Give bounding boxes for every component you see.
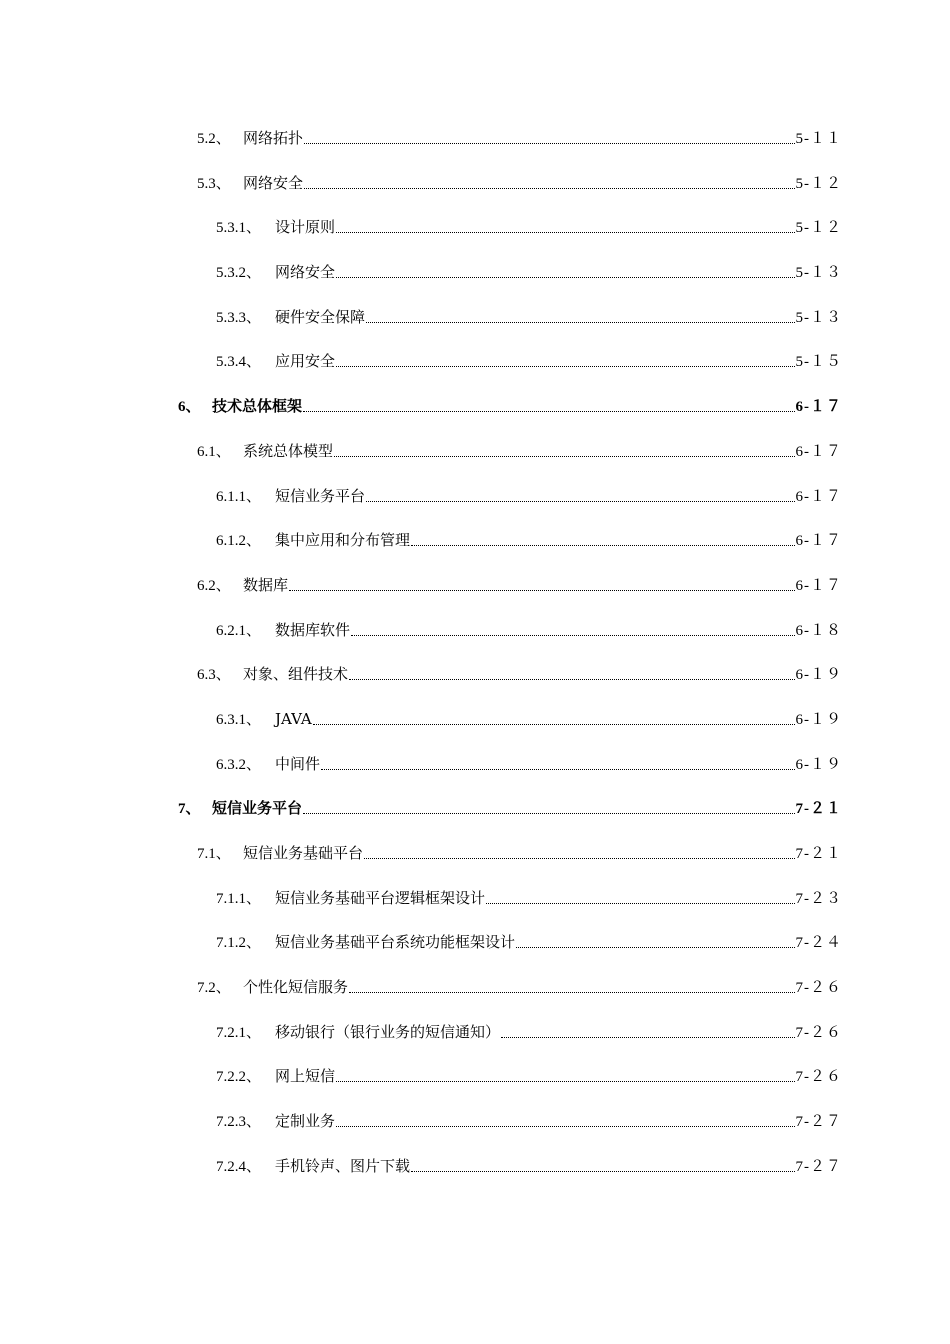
toc-entry-number: 7.2、 — [197, 980, 231, 996]
toc-entry-7-2-1[interactable] — [216, 1020, 842, 1044]
toc-entry-page: 6-１７ — [795, 533, 842, 549]
toc-entry-7-2-2[interactable] — [216, 1064, 842, 1088]
dot-leader — [336, 260, 794, 284]
toc-entry-number: 5.3、 — [197, 176, 231, 192]
toc-entry-page: 7-２１ — [795, 801, 842, 817]
toc-entry-page: 5-１５ — [795, 354, 842, 370]
toc-entry-title: 中间件 — [275, 755, 321, 773]
dot-leader — [366, 305, 794, 329]
toc-entry-page: 5-１２ — [795, 176, 842, 192]
toc-entry-page: 7-２１ — [795, 846, 842, 862]
dot-leader — [411, 528, 794, 552]
toc-entry-title: 网络拓扑 — [243, 129, 304, 147]
toc-entry-title: 数据库软件 — [275, 621, 351, 639]
dot-leader — [349, 975, 794, 999]
toc-entry-page: 6-１９ — [795, 712, 842, 728]
toc-entry-title: 手机铃声、图片下载 — [275, 1157, 411, 1175]
toc-entry-page: 6-１７ — [795, 399, 842, 415]
dot-leader — [336, 215, 794, 239]
toc-entry-number: 5.3.1、 — [216, 220, 262, 236]
toc-entry-page: 7-２４ — [795, 935, 842, 951]
toc-entry-6[interactable] — [178, 394, 842, 418]
toc-entry-title: 移动银行（银行业务的短信通知） — [275, 1023, 501, 1041]
toc-entry-number: 6.3.2、 — [216, 757, 262, 773]
toc-entry-7-2[interactable] — [197, 975, 842, 999]
toc-entry-number: 5.3.2、 — [216, 265, 262, 281]
toc-entry-page: 5-１３ — [795, 310, 842, 326]
toc-entry-title: 设计原则 — [275, 218, 336, 236]
dot-leader — [336, 1064, 794, 1088]
toc-entry-number: 6.2、 — [197, 578, 231, 594]
toc-entry-title: 网络安全 — [275, 263, 336, 281]
toc-entry-page: 7-２６ — [795, 1069, 842, 1085]
toc-entry-number: 7.1.2、 — [216, 935, 262, 951]
toc-entry-title: 短信业务平台 — [212, 799, 303, 817]
toc-entry-title: 系统总体模型 — [243, 442, 334, 460]
toc-entry-title: 网上短信 — [275, 1067, 336, 1085]
toc-entry-number: 5.3.3、 — [216, 310, 262, 326]
toc-entry-7-1-2[interactable] — [216, 930, 842, 954]
toc-entry-number: 6.3.1、 — [216, 712, 262, 728]
toc-entry-page: 6-１９ — [795, 667, 842, 683]
toc-entry-title: 硬件安全保障 — [275, 308, 366, 326]
toc-entry-title: 短信业务平台 — [275, 487, 366, 505]
toc-entry-page: 5-１２ — [795, 220, 842, 236]
toc-entry-6-1-1[interactable] — [216, 484, 842, 508]
dot-leader — [304, 171, 794, 195]
toc-entry-5-3-4[interactable] — [216, 349, 842, 373]
toc-entry-title: 短信业务基础平台逻辑框架设计 — [275, 889, 486, 907]
toc-entry-title: 对象、组件技术 — [243, 665, 349, 683]
toc-entry-page: 6-１７ — [795, 444, 842, 460]
toc-entry-number: 7.2.2、 — [216, 1069, 262, 1085]
toc-entry-title: 网络安全 — [243, 174, 304, 192]
toc-entry-5-3-2[interactable] — [216, 260, 842, 284]
toc-entry-page: 7-２６ — [795, 1025, 842, 1041]
toc-entry-6-3[interactable] — [197, 662, 842, 686]
toc-entry-page: 7-２３ — [795, 891, 842, 907]
toc-entry-number: 7.2.4、 — [216, 1159, 262, 1175]
dot-leader — [411, 1154, 794, 1178]
toc-entry-page: 6-１８ — [795, 623, 842, 639]
toc-entry-number: 7、 — [178, 801, 201, 817]
toc-entry-number: 6.1.1、 — [216, 489, 262, 505]
toc-entry-6-2[interactable] — [197, 573, 842, 597]
toc-entry-page: 7-２６ — [795, 980, 842, 996]
toc-entry-title: 短信业务基础平台 — [243, 844, 364, 862]
toc-entry-page: 6-１７ — [795, 578, 842, 594]
toc-entry-title: 数据库 — [243, 576, 289, 594]
toc-entry-number: 6.2.1、 — [216, 623, 262, 639]
toc-entry-title: 应用安全 — [275, 352, 336, 370]
toc-entry-page: 5-１１ — [795, 131, 842, 147]
toc-entry-5-3[interactable] — [197, 171, 842, 195]
dot-leader — [486, 886, 794, 910]
dot-leader — [364, 841, 794, 865]
toc-entry-6-2-1[interactable] — [216, 618, 842, 642]
dot-leader — [336, 1109, 794, 1133]
toc-entry-title: 短信业务基础平台系统功能框架设计 — [275, 933, 516, 951]
dot-leader — [313, 707, 795, 731]
dot-leader — [516, 930, 794, 954]
toc-entry-title: 定制业务 — [275, 1112, 336, 1130]
dot-leader — [501, 1020, 794, 1044]
toc-entry-page: 7-２７ — [795, 1159, 842, 1175]
dot-leader — [303, 394, 794, 418]
toc-entry-number: 7.1.1、 — [216, 891, 262, 907]
toc-entry-number: 7.2.3、 — [216, 1114, 262, 1130]
toc-entry-7-1-1[interactable] — [216, 886, 842, 910]
toc-entry-number: 6.3、 — [197, 667, 231, 683]
toc-entry-title: 个性化短信服务 — [243, 978, 349, 996]
toc-entry-number: 6.1.2、 — [216, 533, 262, 549]
toc-entry-number: 6.1、 — [197, 444, 231, 460]
dot-leader — [289, 573, 794, 597]
dot-leader — [303, 796, 794, 820]
toc-entry-6-3-1[interactable] — [216, 707, 842, 731]
toc-entry-number: 6、 — [178, 399, 201, 415]
toc-entry-6-1-2[interactable] — [216, 528, 842, 552]
toc-entry-number: 7.1、 — [197, 846, 231, 862]
toc-entry-7-2-4[interactable] — [216, 1154, 842, 1178]
toc-entry-6-3-2[interactable] — [216, 752, 842, 776]
dot-leader — [349, 662, 794, 686]
toc-entry-5-3-1[interactable] — [216, 215, 842, 239]
dot-leader — [336, 349, 794, 373]
toc-entry-page: 7-２７ — [795, 1114, 842, 1130]
toc-entry-7-2-3[interactable] — [216, 1109, 842, 1133]
dot-leader — [351, 618, 794, 642]
toc-entry-number: 5.3.4、 — [216, 354, 262, 370]
toc-entry-title: JAVA — [275, 710, 312, 728]
toc-entry-5-3-3[interactable] — [216, 305, 842, 329]
toc-entry-page: 5-１３ — [795, 265, 842, 281]
toc-entry-page: 6-１７ — [795, 489, 842, 505]
toc-entry-7[interactable] — [178, 796, 842, 820]
dot-leader — [304, 126, 794, 150]
toc-entry-5-2[interactable] — [197, 126, 842, 150]
toc-entry-title: 技术总体框架 — [212, 397, 303, 415]
dot-leader — [334, 439, 794, 463]
toc-entry-page: 6-１９ — [795, 757, 842, 773]
toc-entry-number: 7.2.1、 — [216, 1025, 262, 1041]
toc-entry-number: 5.2、 — [197, 131, 231, 147]
toc-entry-title: 集中应用和分布管理 — [275, 531, 411, 549]
dot-leader — [321, 752, 794, 776]
toc-entry-7-1[interactable] — [197, 841, 842, 865]
toc-entry-6-1[interactable] — [197, 439, 842, 463]
dot-leader — [366, 484, 794, 508]
